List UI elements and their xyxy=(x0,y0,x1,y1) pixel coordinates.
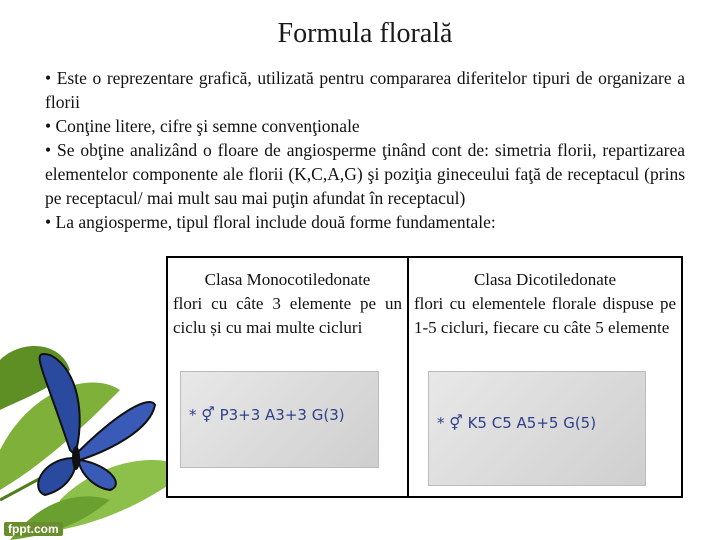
bullet-list xyxy=(45,66,685,234)
column-description: flori cu elementele florale dispuse pe 1-5 cicluri, fiecare cu câte 5 elemente xyxy=(414,294,676,337)
column-dicot xyxy=(409,258,681,496)
column-description: flori cu câte 3 elemente pe un ciclu și cu mai multe cicluri xyxy=(173,294,402,337)
handwritten-formula-photo xyxy=(180,371,379,468)
column-monocot xyxy=(168,258,409,496)
floral-formula: * ⚥ P3+3 A3+3 G(3) xyxy=(189,406,345,424)
bullet-item: • Conţine litere, cifre şi semne convenţionale xyxy=(45,116,360,136)
floral-formula: * ⚥ K5 C5 A5+5 G(5) xyxy=(437,414,597,432)
bullet-item: • Este o reprezentare grafică, utilizată pentru compararea diferitelor tipuri de organizare a florii xyxy=(45,68,685,112)
column-heading: Clasa Dicotiledonate xyxy=(473,270,617,289)
bullet-item: • Se obţine analizând o floare de angiosperme ţinând cont de: simetria florii, repartizarea elementelor componente ale florii (K,C,A,G) şi poziţia gineceului faţă de receptacul (prins pe receptacul/ mai mult sau mai puţin afundat în receptacul) xyxy=(45,140,685,208)
handwritten-formula-photo xyxy=(428,371,646,486)
fppt-logo: fppt.com xyxy=(4,522,63,536)
column-heading: Clasa Monocotiledonate xyxy=(204,270,371,289)
slide-title: Formula florală xyxy=(277,18,453,49)
bullet-item: • La angiosperme, tipul floral include două forme fundamentale: xyxy=(45,212,496,232)
comparison-table xyxy=(166,256,683,498)
